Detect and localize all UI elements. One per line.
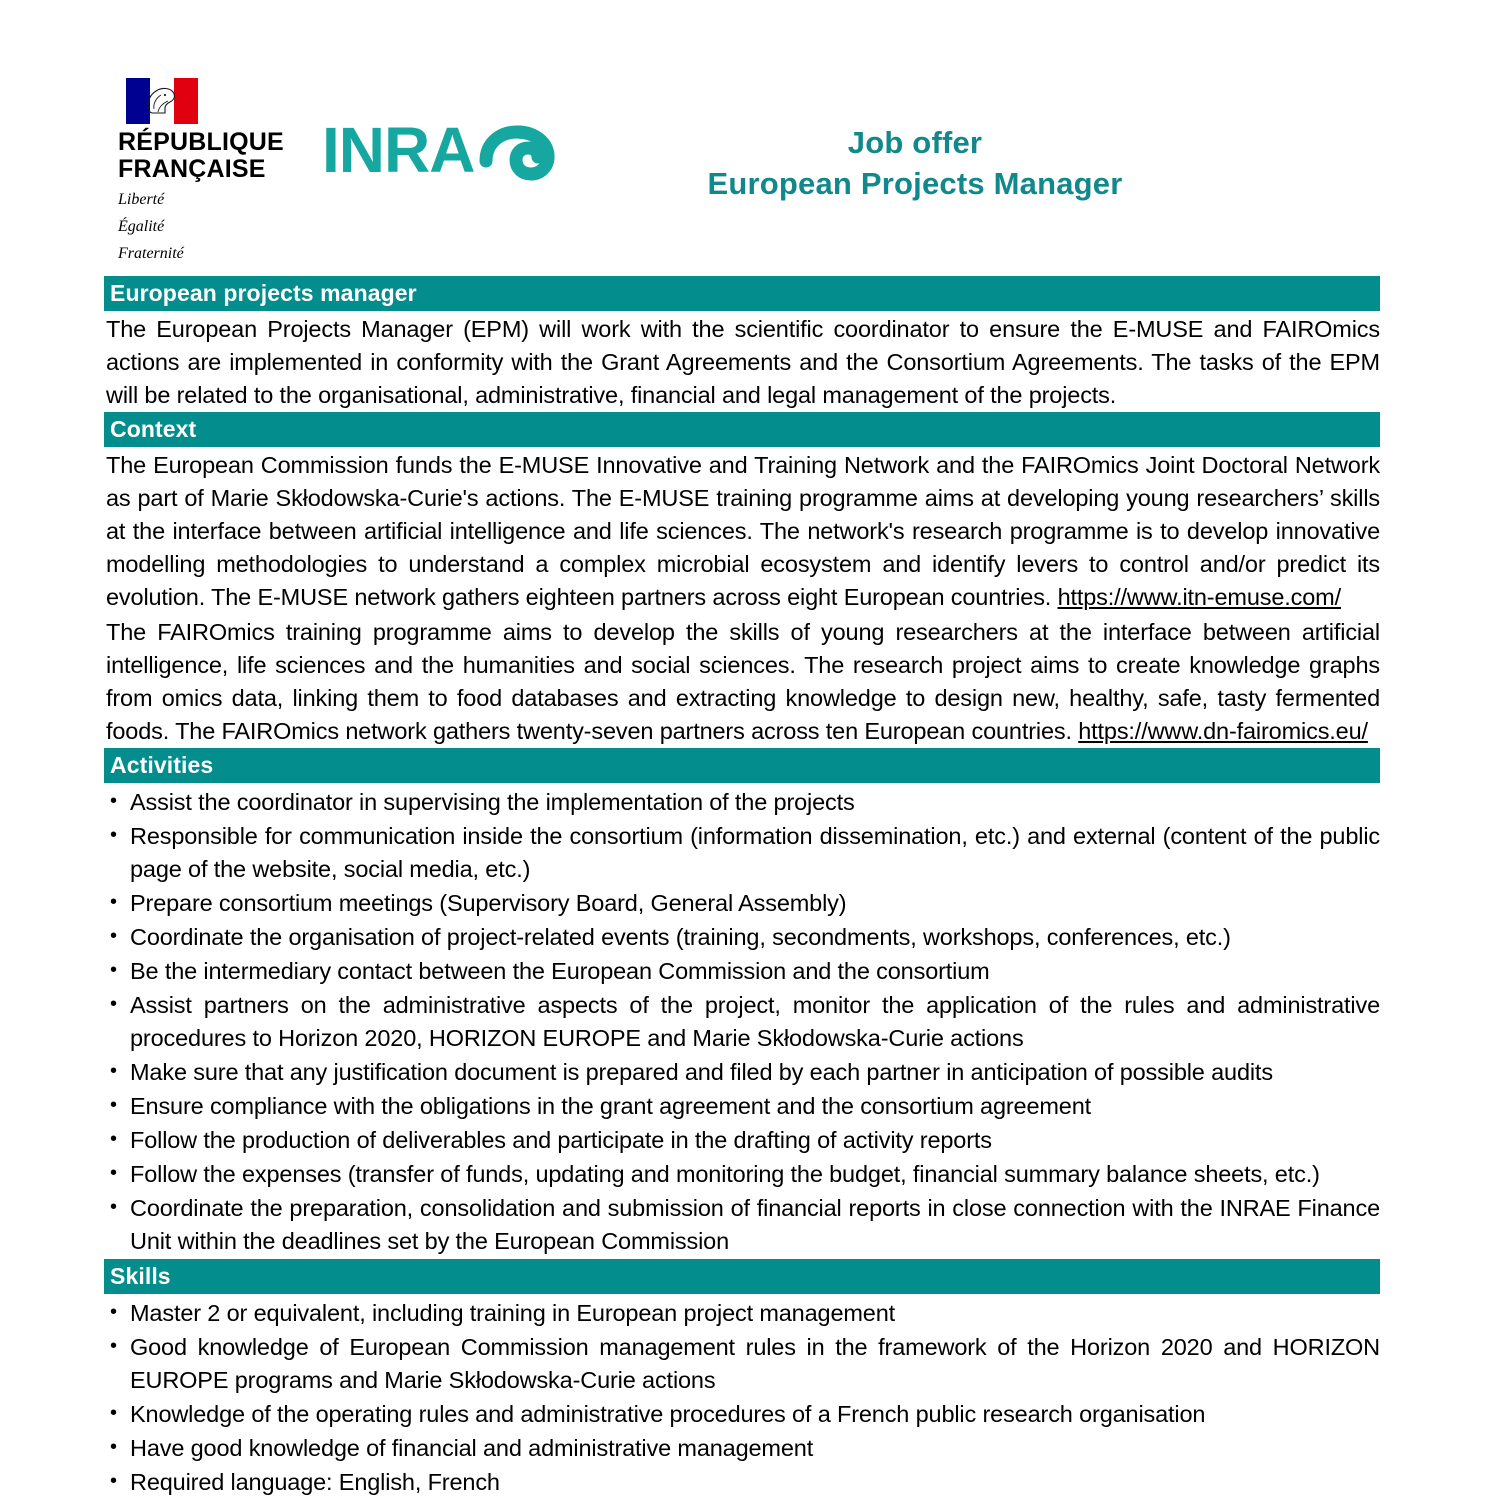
- context-paragraph-fairomics: [104, 616, 1380, 748]
- link-itn-emuse[interactable]: https://www.itn-emuse.com/: [1057, 584, 1341, 610]
- list-item: • Ensure compliance with the obligations in the grant agreement and the consortium agreement: [104, 1090, 1380, 1123]
- list-item: • Follow the production of deliverables and participate in the drafting of activity reports: [104, 1124, 1380, 1157]
- page-title: [560, 122, 1500, 204]
- section-paragraph-epm: The European Projects Manager (EPM) will work with the scientific coordinator to ensure the E-MUSE and FAIROmics actions are implemented in conformity with the Grant Agreements and the Consortium Agreements. The tasks of the EPM will be related to the organisational, administrative, financial and legal management of the projects.: [106, 316, 1380, 408]
- list-item: • Follow the expenses (transfer of funds, updating and monitoring the budget, financial summary balance sheets, etc.): [104, 1158, 1380, 1191]
- list-item: • Make sure that any justification document is prepared and filed by each partner in anticipation of possible audits: [104, 1056, 1380, 1089]
- motto-fraternite: Fraternité: [118, 245, 184, 262]
- section-heading-context: Context: [104, 412, 1380, 447]
- logo-group: [118, 78, 568, 263]
- inrae-logo: [322, 114, 568, 186]
- job-title-line-1: Job offer: [847, 125, 983, 160]
- list-item: • Master 2 or equivalent, including training in European project management: [104, 1297, 1380, 1330]
- inrae-swirl-icon: [476, 114, 568, 186]
- section-heading-activities: Activities: [104, 748, 1380, 783]
- context-emuse-text: The European Commission funds the E-MUSE Innovative and Training Network and the FAIROmics Joint Doctoral Network as part of Marie Skłodowska-Curie's actions. The E-MUSE training programme aims at developing young researchers’ skills at the interface between artificial intelligence and life sciences. The network's research programme is to develop innovative modelling methodologies to understand a complex microbial ecosystem and identify levers to control and/or predict its evolution. The E-MUSE network gathers eighteen partners across eight European countries.: [106, 452, 1380, 610]
- activities-list: [104, 786, 1380, 1258]
- republique-line-2: FRANÇAISE: [118, 155, 266, 183]
- republique-line-1: RÉPUBLIQUE: [118, 128, 284, 156]
- document-body: [104, 276, 1380, 1500]
- french-flag-icon: [126, 78, 198, 124]
- list-item: • Be the intermediary contact between the European Commission and the consortium: [104, 955, 1380, 988]
- list-item: • Assist the coordinator in supervising the implementation of the projects: [104, 786, 1380, 819]
- list-item: • Coordinate the preparation, consolidation and submission of financial reports in close connection with the INRAE Finance Unit within the deadlines set by the European Commission: [104, 1192, 1380, 1258]
- context-paragraph-emuse: [104, 449, 1380, 614]
- section-heading-skills: Skills: [104, 1259, 1380, 1294]
- list-item: • Assist partners on the administrative aspects of the project, monitor the application of the rules and administrative procedures to Horizon 2020, HORIZON EUROPE and Marie Skłodowska-Curie actions: [104, 989, 1380, 1055]
- marianne-profile-icon: [140, 82, 184, 120]
- document-header: [0, 0, 1500, 262]
- section-heading-european-projects-manager: European projects manager: [104, 276, 1380, 311]
- context-fairomics-text: The FAIROmics training programme aims to develop the skills of young researchers at the interface between artificial intelligence, life sciences and the humanities and social sciences. The research project aims to create knowledge graphs from omics data, linking them to food databases and extracting knowledge to design new, healthy, safe, tasty fermented foods. The FAIROmics network gathers twenty-seven partners across ten European countries.: [106, 619, 1380, 744]
- list-item: • Have good knowledge of financial and administrative management: [104, 1432, 1380, 1465]
- skills-list: [104, 1297, 1380, 1499]
- list-item: • Required language: English, French: [104, 1466, 1380, 1499]
- list-item: • Coordinate the organisation of project-related events (training, secondments, workshops, conferences, etc.): [104, 921, 1380, 954]
- list-item: • Knowledge of the operating rules and administrative procedures of a French public research organisation: [104, 1398, 1380, 1431]
- list-item: • Prepare consortium meetings (Supervisory Board, General Assembly): [104, 887, 1380, 920]
- list-item: • Good knowledge of European Commission management rules in the framework of the Horizon 2020 and HORIZON EUROPE programs and Marie Skłodowska-Curie actions: [104, 1331, 1380, 1397]
- motto-egalite: Égalité: [118, 218, 165, 235]
- republique-francaise-logo: [118, 78, 284, 263]
- inrae-wordmark: INRA: [322, 114, 475, 186]
- list-item: • Responsible for communication inside the consortium (information dissemination, etc.) and external (content of the public page of the website, social media, etc.): [104, 820, 1380, 886]
- job-title-line-2: European Projects Manager: [707, 166, 1123, 201]
- link-dn-fairomics[interactable]: https://www.dn-fairomics.eu/: [1078, 718, 1368, 744]
- motto-liberte: Liberté: [118, 191, 165, 208]
